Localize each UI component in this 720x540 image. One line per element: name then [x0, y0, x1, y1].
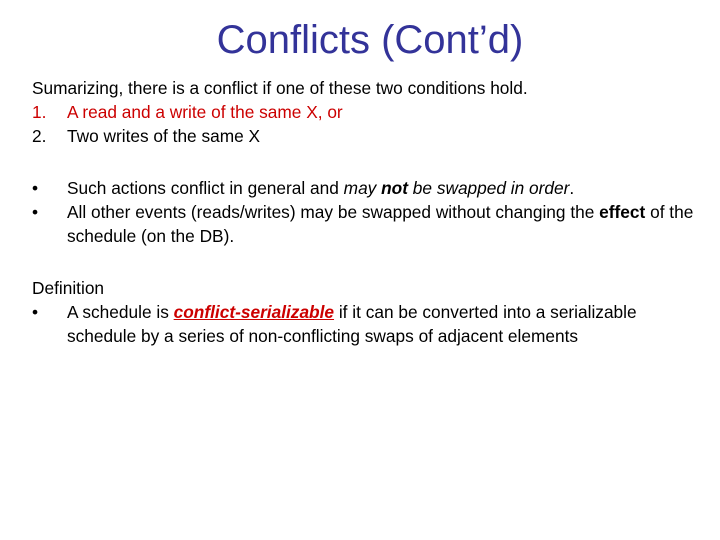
- condition-text: Two writes of the same X: [67, 126, 261, 146]
- bullet-text: All other events (reads/writes) may be swapped without changing the effect of the schedule (on the DB).: [67, 202, 694, 246]
- condition-text: A read and a write of the same X, or: [67, 102, 343, 122]
- intro-text: Sumarizing, there is a conflict if one of these two conditions hold.: [32, 78, 528, 98]
- definition-heading: Definition: [32, 278, 105, 298]
- definition-item: [32, 300, 704, 348]
- bullet-mark: •: [32, 302, 39, 322]
- slide-body: [32, 76, 704, 348]
- bullet-mark: •: [32, 202, 39, 222]
- condition-item-2: [32, 124, 704, 148]
- condition-item-1: [32, 100, 704, 124]
- bullet-item-1: [32, 176, 704, 200]
- bullet-mark: •: [32, 178, 39, 198]
- slide-title: Conflicts (Cont’d): [216, 18, 524, 62]
- condition-number: 2.: [32, 126, 47, 146]
- condition-number: 1.: [32, 102, 47, 122]
- definition-text: A schedule is conflict-serializable if it can be converted into a serializable schedule by a series of non-conflicting swaps of adjacent elements: [67, 302, 637, 346]
- bullet-item-2: [32, 200, 704, 248]
- conflict-serializable-term: conflict-serializable: [173, 302, 335, 322]
- bullet-text: Such actions conflict in general and may not be swapped in order.: [67, 178, 575, 198]
